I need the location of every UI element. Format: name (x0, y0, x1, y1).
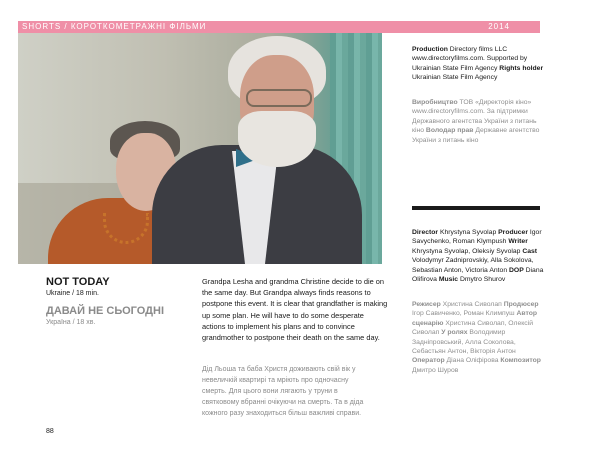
rights-holder-label-uk: Володар прав (425, 127, 474, 135)
writer-value: Khrystyna Syvolap, Oleksiy Syvolap (412, 247, 521, 255)
writer-label: Writer (508, 238, 528, 246)
producer-value-uk: Ігор Савиченко, Роман Климпуш (412, 310, 515, 318)
dop-label: DOP (509, 266, 524, 274)
rights-holder-value-uk: Державне агентство України з питань кіно (412, 127, 540, 144)
music-value-uk: Дмитро Шуров (412, 366, 459, 374)
production-label: Production (412, 46, 448, 53)
film-still-photo (18, 33, 382, 264)
director-value-uk: Христина Сиволап (442, 301, 502, 308)
producer-value: Igor Savychenko, Roman Klympush (412, 229, 542, 246)
production-value: Directory films LLC www.directoryfilms.com. Supported by Ukrainian State Film Agency (412, 46, 528, 72)
writer-value-uk: Христина Сиволап, Олексій Сиволап (412, 319, 534, 337)
film-title-en: NOT TODAY (46, 276, 110, 288)
page-number: 88 (46, 428, 54, 435)
rights-holder-value: Ukrainian State Film Agency (412, 74, 498, 82)
dop-value: Diana Olifirova (412, 266, 544, 284)
music-value: Dmytro Shurov (459, 276, 506, 284)
synopsis-en: Grandpa Lesha and grandma Christine decide to die on the same day. But Grandpa always finds reasons to postpone this event. It is clear that grandfather is making up some plan. He will have to do some desperate actions to implement his plans and to convince grandmother to postpone their death on the same day. (202, 277, 388, 343)
writer-label-uk: Автор сценарію (412, 310, 537, 327)
director-value: Khrystyna Syvolap (439, 229, 497, 236)
divider-rule (412, 206, 540, 210)
section-header-bar (18, 21, 540, 33)
music-label-uk: Композитор (500, 357, 541, 365)
dop-label-uk: Оператор (412, 357, 445, 365)
festival-year: 2014 (488, 22, 510, 31)
synopsis-uk: Дід Льоша та баба Христя доживають свій вік у невеличкій квартирі та мріють про одночасну смерть. Для цього вони лягають у труни в святковому вбранні очікуючи на смерть. Та в діда кожного разу знаходиться більш важливі справи. (202, 366, 364, 417)
crew-info-uk (412, 300, 550, 375)
dop-value-uk: Діана Оліфірова (446, 357, 499, 365)
producer-label-uk: Продюсер (503, 301, 539, 308)
production-info-uk (412, 98, 550, 145)
cast-value-uk: Володимир Задніпровський, Алла Соколова, Себастьян Антон, Вікторія Антон (412, 329, 516, 356)
section-title: SHORTS / КОРОТКОМЕТРАЖНІ ФІЛЬМИ (22, 22, 207, 31)
glasses (246, 89, 312, 107)
film-title-uk: ДАВАЙ НЕ СЬОГОДНІ (46, 305, 165, 317)
director-label: Director (412, 229, 439, 236)
production-value-uk: ТОВ «Директорія кіно» www.directoryfilms.com. За підтримки Державного агентства України з питань кіно (412, 99, 537, 135)
rights-holder-label: Rights holder (499, 64, 544, 72)
cast-label: Cast (522, 247, 538, 255)
director-label-uk: Режисер (412, 301, 441, 308)
man-beard (238, 111, 316, 167)
producer-label: Producer (498, 229, 528, 236)
production-info-en (412, 45, 550, 83)
cast-value: Volodymyr Zadniprovskiy, Alla Sokolova, Sebastian Anton, Victoria Anton (412, 257, 534, 274)
film-meta-uk: Україна / 18 хв. (46, 319, 96, 326)
music-label: Music (438, 276, 459, 284)
cast-label-uk: У ролях (441, 329, 468, 337)
production-label-uk: Виробництво (412, 99, 458, 106)
crew-info-en (412, 228, 550, 284)
film-meta-en: Ukraine / 18 min. (46, 290, 99, 297)
